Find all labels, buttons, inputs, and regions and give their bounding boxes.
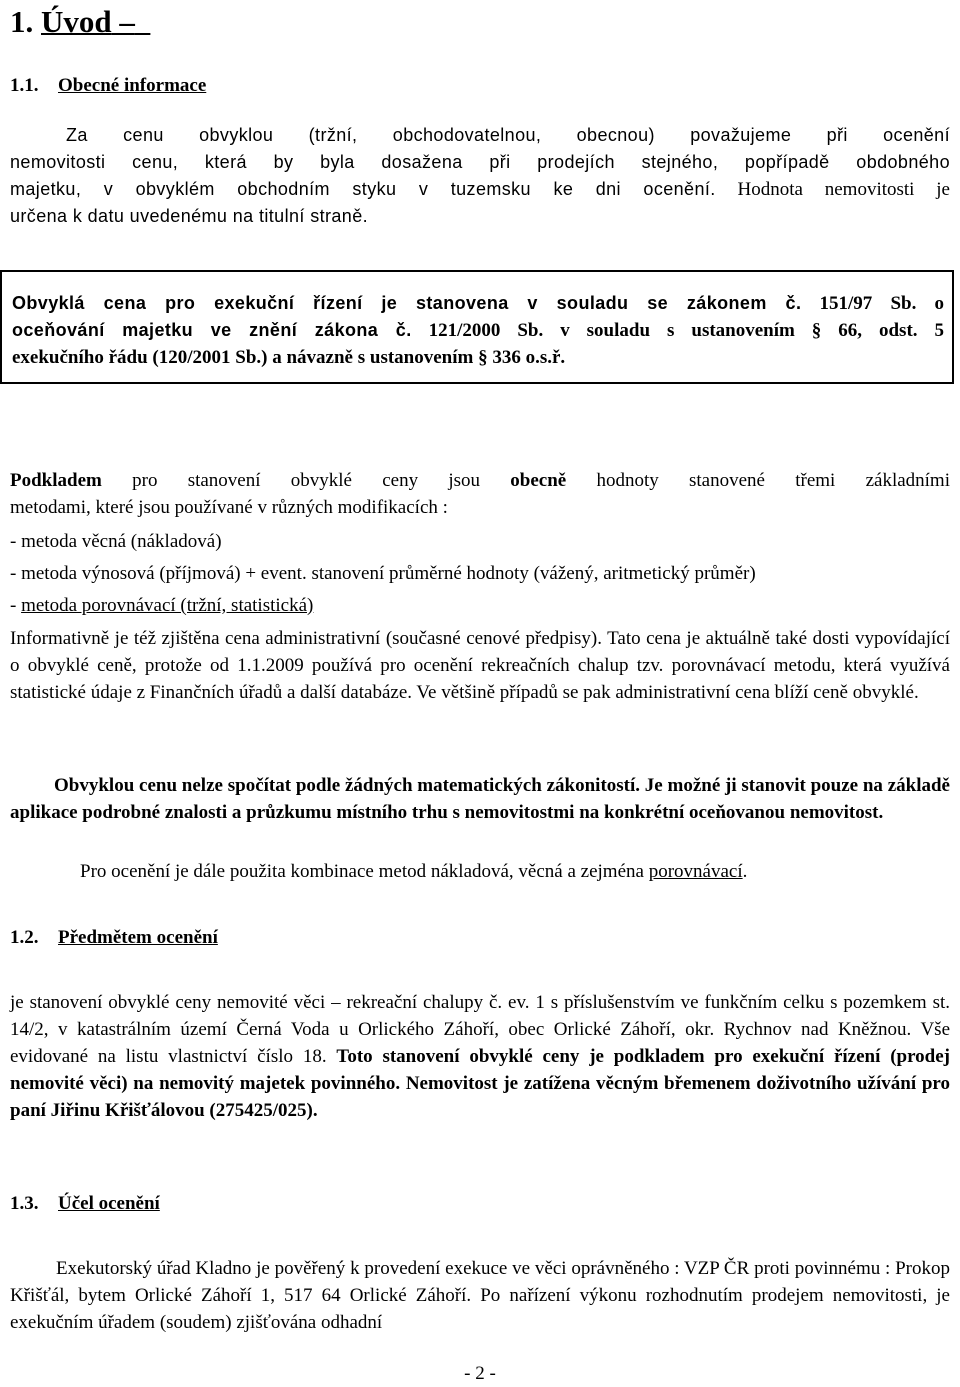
chapter-number: 1. [10, 4, 34, 39]
section-heading-1-1 [10, 72, 206, 99]
method-item-cost: - metoda věcná (nákladová) [10, 531, 222, 552]
page-number: - 2 - [464, 1363, 496, 1384]
section-title: Účel ocenění [58, 1193, 160, 1214]
method-combination-line: Pro ocenění je dále použita kombinace metod nákladová, věcná a zejména porovnávací. [80, 861, 748, 882]
methods-paragraph [10, 467, 950, 521]
intro-line: Za cenu obvyklou (tržní, obchodovatelnou, obecnou) považujeme při ocenění [66, 125, 950, 145]
chapter-title: Úvod – [41, 4, 135, 39]
section-number: 1.1. [10, 75, 39, 96]
box-line: exekučního řádu (120/2001 Sb.) a návazně s ustanovením § 336 o.s.ř. [12, 347, 566, 368]
section-title: Obecné informace [58, 75, 207, 96]
section-heading-1-3 [10, 1190, 160, 1217]
purpose-paragraph: Exekutorský úřad Kladno je pověřený k provedení exekuce ve věci oprávněného : VZP ČR proti povinnému : Prokop Křišťál, bytem Orlické Záhoří 1, 517 64 Orlické Záhoří. Po nařízení výkonu rozhodnutím prodejem nemovitosti, je exekučním úřadem (soudem) zjišťována odhadní [10, 1258, 950, 1333]
chapter-heading [10, 2, 150, 42]
intro-line: určena k datu uvedenému na titulní straně. [10, 206, 369, 226]
method-item-income: - metoda výnosová (příjmová) + event. stanovení průměrné hodnoty (vážený, aritmetický průměr) [10, 563, 756, 584]
administrative-price-paragraph: Informativně je též zjištěna cena administrativní (současné cenové předpisy). Tato cena je aktuálně také dosti vypovídající o obvyklé ceně, protože od 1.1.2009 používá pro ocenění rekreačních chalup tzv. porovnávací metodu, která využívá statistické údaje z Finančních úřadů a další databáze. Ve většině případů se pak administrativní cena blíží ceně obvyklé. [10, 628, 950, 703]
methods-line: metodami, které jsou používané v různých modifikacích : [10, 497, 448, 518]
box-line: Obvyklá cena pro exekuční řízení je stanovena v souladu se zákonem č. 151/97 Sb. o [12, 293, 944, 314]
intro-line: majetku, v obvyklém obchodním styku v tuzemsku ke dni ocenění. Hodnota nemovitosti je [10, 179, 950, 200]
box-line: oceňování majetku ve znění zákona č. 121/2000 Sb. v souladu s ustanovením § 66, odst. 5 [12, 320, 945, 341]
section-number: 1.3. [10, 1193, 39, 1214]
intro-line: nemovitosti cenu, která by byla dosažena při prodejích stejného, popřípadě obdobného [10, 152, 950, 172]
legal-basis-box [0, 270, 954, 384]
methods-lead: Podkladem pro stanovení obvyklé ceny jsou obecně hodnoty stanovené třemi základními [10, 470, 950, 491]
section-heading-1-2 [10, 924, 218, 951]
method-item-comparative: - metoda porovnávací (tržní, statistická) [10, 595, 314, 616]
intro-paragraph [10, 122, 950, 230]
subject-paragraph: je stanovení obvyklé ceny nemovité věci – rekreační chalupy č. ev. 1 s příslušenstvím ve funkčním celku s pozemkem st. 14/2, v katastrálním území Černá Voda u Orlického Záhoří, obec Orlické Záhoří, okr. Rychnov nad Kněžnou. Vše evidované na listu vlastnictví číslo 18. Toto stanovení obvyklé ceny je podkladem pro exekuční řízení (prodej nemovité věci) na nemovitý majetek povinného. Nemovitost je zatížena věcným břemenem doživotního užívání pro paní Jiřinu Křišťálovou (275425/025). [10, 992, 951, 1121]
section-title: Předmětem ocenění [58, 927, 218, 948]
market-price-paragraph: Obvyklou cenu nelze spočítat podle žádných matematických zákonitostí. Je možné ji stanovit pouze na základě aplikace podrobné znalosti a průzkumu místního trhu s nemovitostmi na konkrétní oceňovanou nemovitost. [10, 775, 950, 823]
section-number: 1.2. [10, 927, 39, 948]
